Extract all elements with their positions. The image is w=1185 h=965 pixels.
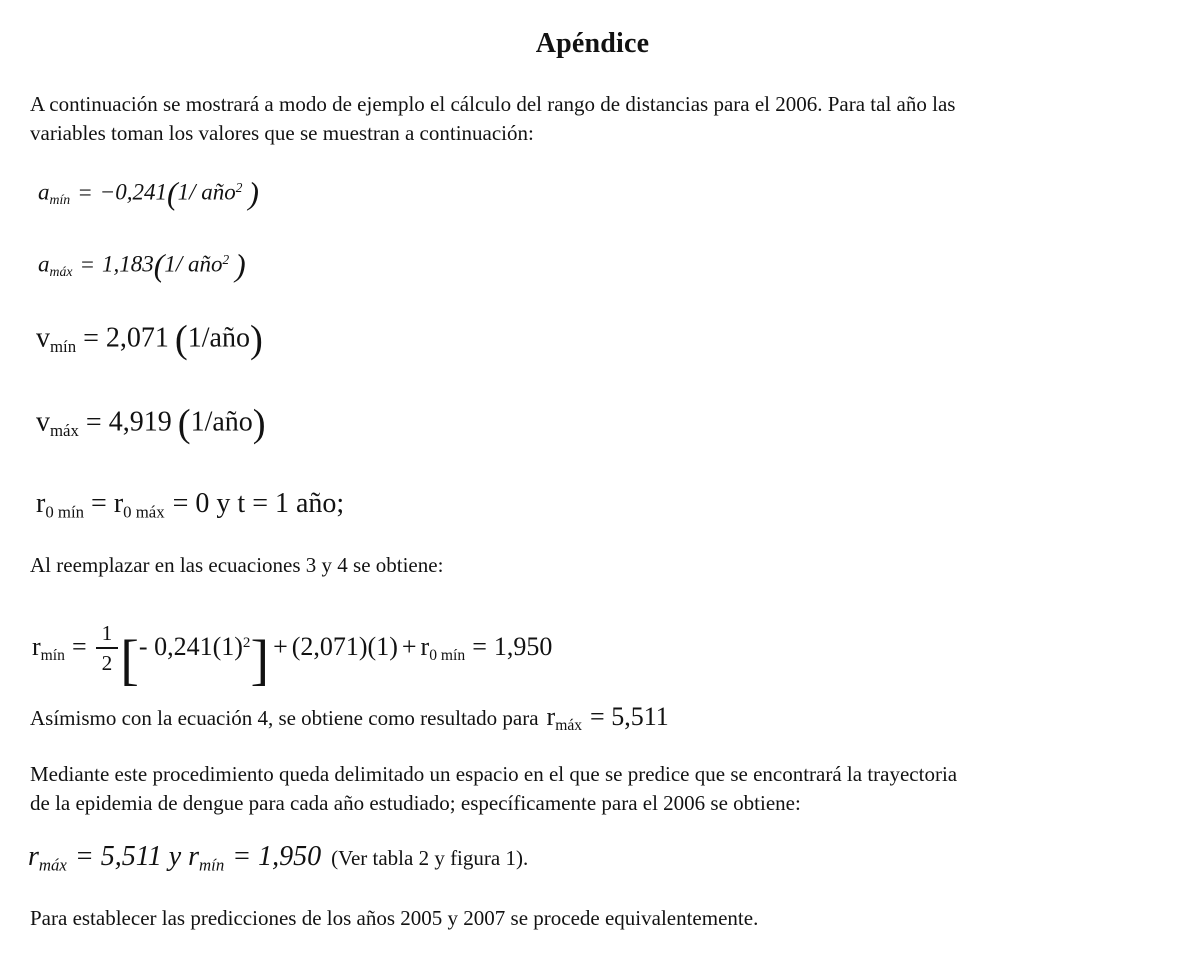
equals-sign: = (91, 488, 107, 519)
formula-tail: = 0 y t = 1 año; (172, 488, 345, 519)
variable: r (28, 841, 39, 872)
variable: r (36, 488, 46, 519)
result: 1,950 (493, 632, 553, 662)
formula-v-max (36, 402, 266, 446)
subscript: máx (555, 716, 583, 734)
formula-r-max-inline (546, 702, 669, 734)
value: = 5,511 y (74, 841, 182, 872)
mediante-line-1: Mediante este procedimiento queda delimitado un espacio en el que se predice que se encontrará la trayectoria (30, 762, 958, 786)
variable: a (38, 179, 50, 205)
subscript: mín (49, 191, 71, 207)
closing-line: Para establecer las predicciones de los años 2005 y 2007 se procede equivalentemente. (30, 906, 759, 930)
formula-r0 (36, 488, 344, 522)
equals-sign: = (79, 251, 96, 277)
value: 4,919 (108, 406, 172, 438)
close-paren: ) (248, 176, 259, 211)
close-paren: ) (235, 248, 246, 283)
formula-r-min-equation (32, 622, 552, 693)
reemplazar-line: Al reemplazar en las ecuaciones 3 y 4 se obtiene: (30, 553, 444, 577)
variable: r (188, 841, 200, 872)
open-paren: ( (177, 403, 191, 445)
variable: r (420, 632, 430, 662)
asimismo-text: Asímismo con la ecuación 4, se obtiene como resultado para (30, 706, 539, 730)
open-paren: ( (167, 176, 178, 211)
equals-sign: = (472, 632, 487, 662)
variable: r (546, 702, 556, 731)
term: (2,071)(1) (291, 632, 398, 662)
open-paren: ( (153, 248, 165, 283)
intro-line-1: A continuación se mostrará a modo de ejemplo el cálculo del rango de distancias para el 2006. Para tal año las (30, 92, 956, 116)
variable: v (36, 406, 50, 438)
fraction-denominator: 2 (101, 651, 113, 676)
fraction-numerator: 1 (96, 622, 119, 649)
equals-sign: = (77, 179, 93, 205)
value: −0,241 (99, 179, 168, 205)
formula-a-max (38, 248, 246, 284)
equals-sign: = (83, 322, 99, 354)
value: = 1,950 (232, 841, 322, 872)
plus-sign: + (273, 632, 288, 662)
bracket-minus: - (138, 632, 148, 662)
bracket-exponent: 2 (242, 634, 251, 651)
unit: 1/ año (164, 251, 223, 277)
asimismo-line (30, 702, 669, 740)
variable: a (38, 251, 50, 277)
subscript: mín (40, 647, 65, 665)
intro-paragraph (30, 90, 955, 148)
mediante-line-2: de la epidemia de dengue para cada año estudiado; específicamente para el 2006 se obtiene: (30, 791, 801, 815)
variable: r (113, 488, 124, 519)
subscript: máx (49, 263, 73, 279)
open-paren: ( (174, 319, 188, 361)
formula-v-min (36, 318, 263, 362)
subscript: máx (38, 855, 67, 875)
unit: 1/año (187, 322, 250, 354)
value: = 5,511 (590, 702, 669, 731)
equals-sign: = (71, 632, 87, 662)
close-paren: ) (250, 319, 263, 361)
intro-line-2: variables toman los valores que se muestran a continuación: (30, 121, 534, 145)
mediante-paragraph (30, 760, 957, 818)
open-bracket: [ (120, 629, 139, 692)
subscript: 0 mín (429, 647, 466, 665)
plus-sign: + (401, 632, 417, 662)
formula-summary (28, 841, 528, 875)
page-title: Apéndice (535, 28, 650, 59)
bracket-term: 0,241(1) (154, 632, 243, 662)
fraction (96, 622, 119, 675)
subscript: 0 máx (123, 502, 165, 522)
unit: 1/año (190, 406, 253, 438)
close-bracket: ] (250, 629, 270, 692)
unit: 1/ año (177, 179, 236, 205)
equals-sign: = (85, 406, 102, 438)
subscript: 0 mín (45, 502, 85, 522)
variable: v (36, 322, 50, 354)
subscript: mín (50, 336, 77, 356)
close-paren: ) (252, 403, 266, 445)
subscript: máx (50, 420, 79, 440)
subscript: mín (199, 855, 225, 875)
formula-a-min (38, 176, 259, 212)
value: 1,183 (102, 251, 154, 277)
summary-reference-text: (Ver tabla 2 y figura 1). (331, 846, 529, 870)
value: 2,071 (105, 322, 169, 354)
unit-exponent: 2 (235, 180, 243, 196)
variable: r (32, 632, 41, 662)
unit-exponent: 2 (222, 252, 230, 268)
